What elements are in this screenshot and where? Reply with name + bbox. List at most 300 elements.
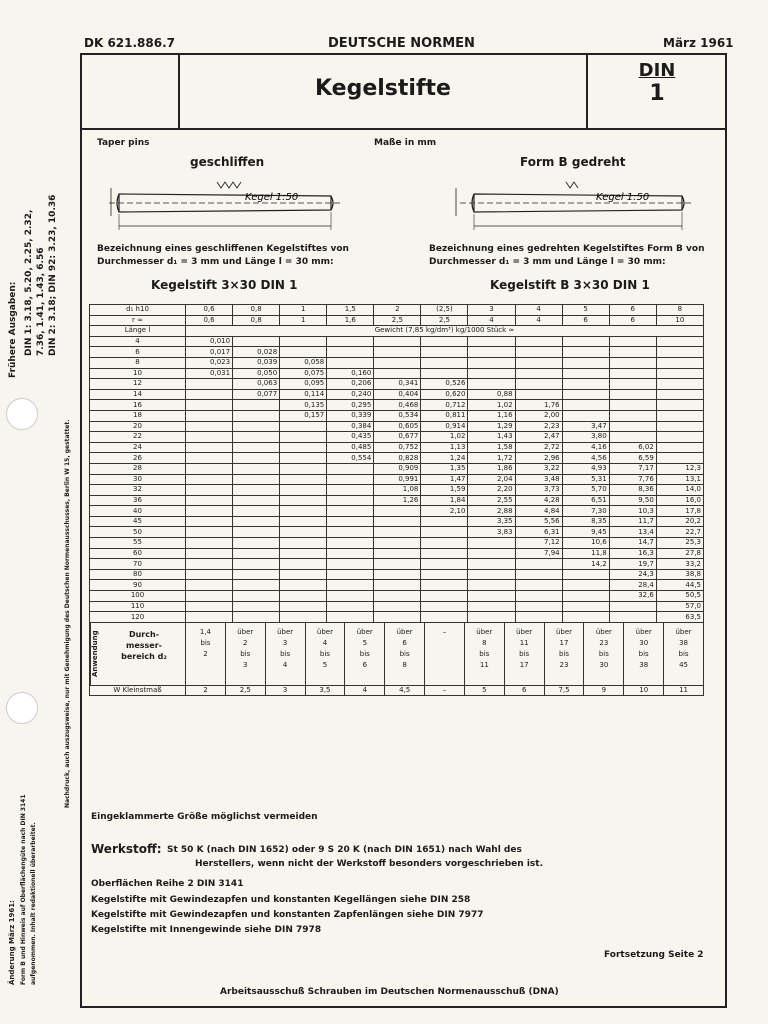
anderung-line2: Form B und Hinweis auf Oberflächengüte nach DIN 3141 [20, 794, 27, 985]
weight-cell: 32,6 [609, 591, 656, 602]
weight-cell [515, 336, 562, 347]
table-row [90, 410, 704, 421]
weight-cell: 16,3 [609, 548, 656, 559]
w-value: 11 [663, 686, 703, 695]
length-cell: 22 [90, 432, 186, 443]
weight-cell: 0,485 [327, 442, 374, 453]
table-row [90, 612, 704, 623]
weight-cell [233, 421, 280, 432]
weight-cell [374, 601, 421, 612]
weight-cell [421, 601, 468, 612]
weight-cell [186, 495, 233, 506]
weight-cell [186, 548, 233, 559]
weight-cell [656, 442, 703, 453]
table-row [90, 453, 704, 464]
weight-cell [327, 548, 374, 559]
weight-cell: 0,240 [327, 389, 374, 400]
length-cell: 16 [90, 400, 186, 411]
weight-cell [280, 495, 327, 506]
weight-cell [186, 538, 233, 549]
dk-number: DK 621.886.7 [84, 36, 176, 50]
weight-cell [280, 527, 327, 538]
form-b-heading: Form B gedreht [520, 155, 626, 169]
weight-cell: 63,5 [656, 612, 703, 623]
weight-cell [468, 601, 515, 612]
table-row [90, 591, 704, 602]
length-cell: 18 [90, 410, 186, 421]
weight-cell [186, 569, 233, 580]
durch-value: über 38 bis 45 [663, 623, 703, 685]
weight-cell: 0,135 [280, 400, 327, 411]
weight-cell: 2,00 [515, 410, 562, 421]
table-row [90, 442, 704, 453]
weight-cell: 8,35 [562, 516, 609, 527]
w-value: 4 [344, 686, 384, 695]
form-a-desc2: Durchmesser d₁ = 3 mm und Länge l = 30 mm: [97, 257, 334, 267]
kegel-label-b: Kegel 1:50 [596, 192, 650, 203]
weight-cell: 0,039 [233, 357, 280, 368]
durch-value: 1,4 bis 2 [199, 627, 211, 658]
d1-value: 5 [562, 305, 609, 316]
weight-cell [186, 453, 233, 464]
weight-cell [515, 357, 562, 368]
weight-cell: 7,94 [515, 548, 562, 559]
weight-cell [609, 601, 656, 612]
werkstoff-line1: St 50 K (nach DIN 1652) oder 9 S 20 K (nach DIN 1651) nach Wahl des [167, 845, 522, 855]
weight-cell [233, 495, 280, 506]
weight-cell: 0,157 [280, 410, 327, 421]
form-b-example: Kegelstift B 3×30 DIN 1 [490, 278, 650, 292]
w-value: 7,5 [544, 686, 584, 695]
weight-cell: 9,50 [609, 495, 656, 506]
weight-cell: 1,26 [374, 495, 421, 506]
table-row-header [90, 326, 704, 337]
pin-drawing-ground [95, 176, 355, 238]
weight-cell: 10,6 [562, 538, 609, 549]
fruhere-line3: DIN 2: 3.18; DIN 92: 3.23, 10.36 [48, 194, 58, 356]
weight-cell: 0,075 [280, 368, 327, 379]
weight-cell [421, 559, 468, 570]
table-row [90, 559, 704, 570]
weight-cell: 1,16 [468, 410, 515, 421]
length-cell: 40 [90, 506, 186, 517]
length-cell: 14 [90, 389, 186, 400]
weight-cell [468, 379, 515, 390]
weight-cell: 0,828 [374, 453, 421, 464]
weight-cell [186, 421, 233, 432]
weight-cell: 13,4 [609, 527, 656, 538]
durch-values-cell [186, 622, 704, 685]
w-value: 2 [203, 686, 208, 695]
weight-cell: 0,341 [374, 379, 421, 390]
weight-cell [280, 569, 327, 580]
weight-cell: 3,22 [515, 463, 562, 474]
weight-cell [280, 421, 327, 432]
weight-cell: 4,84 [515, 506, 562, 517]
weight-cell [280, 612, 327, 623]
weight-cell [233, 410, 280, 421]
weight-cell: 2,55 [468, 495, 515, 506]
ref-din258: Kegelstifte mit Gewindezapfen und konstanten Kegellängen siehe DIN 258 [91, 895, 471, 905]
weight-cell: 2,23 [515, 421, 562, 432]
weight-cell: 4,28 [515, 495, 562, 506]
weight-cell [186, 474, 233, 485]
table-row [90, 601, 704, 612]
durch-value: über 17 bis 23 [544, 623, 584, 685]
weight-cell: 1,76 [515, 400, 562, 411]
weight-cell [327, 485, 374, 496]
table-row [90, 569, 704, 580]
length-cell: 20 [90, 421, 186, 432]
weight-cell [515, 601, 562, 612]
r-value: 4 [468, 315, 515, 326]
weight-cell: 3,83 [468, 527, 515, 538]
weight-cell: 4,93 [562, 463, 609, 474]
weight-cell [280, 548, 327, 559]
weight-cell [468, 538, 515, 549]
weight-cell [421, 336, 468, 347]
weight-cell: 38,8 [656, 569, 703, 580]
weight-cell: 6,51 [562, 495, 609, 506]
weight-cell [421, 357, 468, 368]
length-cell: 8 [90, 357, 186, 368]
weight-cell [374, 612, 421, 623]
weight-cell [280, 336, 327, 347]
kegel-label-a: Kegel 1:50 [245, 192, 299, 203]
weight-cell [374, 580, 421, 591]
weight-cell [421, 612, 468, 623]
length-cell: 50 [90, 527, 186, 538]
weight-cell [233, 580, 280, 591]
weight-cell: 16,0 [656, 495, 703, 506]
din-label: DIN [638, 60, 676, 81]
weight-cell [562, 410, 609, 421]
durch-value: über 8 bis 11 [464, 623, 504, 685]
weight-cell [186, 432, 233, 443]
weight-cell: 1,02 [468, 400, 515, 411]
d1-value: 6 [609, 305, 656, 316]
weight-cell [374, 506, 421, 517]
length-cell: 100 [90, 591, 186, 602]
issue-date: März 1961 [663, 36, 734, 50]
weight-cell [280, 506, 327, 517]
weight-cell [421, 548, 468, 559]
durch-value: über 23 bis 30 [583, 623, 623, 685]
weight-cell [327, 591, 374, 602]
weight-cell [186, 591, 233, 602]
weight-cell [280, 559, 327, 570]
weight-cell: 0,295 [327, 400, 374, 411]
masse-label: Maße in mm [374, 138, 437, 148]
weight-cell [374, 336, 421, 347]
weight-cell: 1,59 [421, 485, 468, 496]
weight-cell [280, 601, 327, 612]
weight-cell [280, 453, 327, 464]
weight-cell [233, 548, 280, 559]
table-row [90, 474, 704, 485]
weight-cell [186, 527, 233, 538]
anderung-title: Änderung März 1961: [8, 900, 16, 985]
weight-cell: 1,72 [468, 453, 515, 464]
d1-value: 4 [515, 305, 562, 316]
weight-cell: 24,3 [609, 569, 656, 580]
weight-cell [186, 506, 233, 517]
table-row [90, 463, 704, 474]
weight-cell [656, 421, 703, 432]
weight-cell: 1,02 [421, 432, 468, 443]
weight-cell: 4,16 [562, 442, 609, 453]
weight-cell [515, 347, 562, 358]
weight-cell: 0,058 [280, 357, 327, 368]
weight-cell: 0,017 [186, 347, 233, 358]
weight-cell: 4,56 [562, 453, 609, 464]
weight-table [89, 304, 704, 696]
weight-cell [327, 463, 374, 474]
durch-value: – [424, 623, 464, 685]
weight-cell: 0,752 [374, 442, 421, 453]
r-value: 2,5 [421, 315, 468, 326]
weight-cell [233, 485, 280, 496]
weight-cell [186, 612, 233, 623]
weight-cell [280, 516, 327, 527]
w-value: 2,5 [225, 686, 265, 695]
weight-cell: 1,24 [421, 453, 468, 464]
weight-cell [327, 527, 374, 538]
weight-cell: 6,59 [609, 453, 656, 464]
r-label: r ≈ [90, 315, 186, 326]
weight-cell: 0,712 [421, 400, 468, 411]
table-row [90, 368, 704, 379]
r-value: 2,5 [374, 315, 421, 326]
form-a-desc1: Bezeichnung eines geschliffenen Kegelstiftes von [97, 244, 349, 254]
weight-cell [562, 368, 609, 379]
length-cell: 26 [90, 453, 186, 464]
table-row-d1 [90, 305, 704, 316]
d1-value: 8 [656, 305, 703, 316]
weight-cell: 0,534 [374, 410, 421, 421]
weight-cell [609, 400, 656, 411]
weight-cell: 2,47 [515, 432, 562, 443]
weight-cell [515, 389, 562, 400]
weight-cell [327, 569, 374, 580]
weight-cell [468, 559, 515, 570]
table-row [90, 421, 704, 432]
weight-cell [656, 379, 703, 390]
length-cell: 55 [90, 538, 186, 549]
weight-cell [656, 368, 703, 379]
taper-pins-label: Taper pins [97, 138, 150, 148]
durch-value: über 5 bis 6 [344, 623, 384, 685]
weight-cell [280, 474, 327, 485]
weight-cell [562, 389, 609, 400]
length-cell: 45 [90, 516, 186, 527]
table-row-r [90, 315, 704, 326]
length-cell: 6 [90, 347, 186, 358]
weight-cell [374, 559, 421, 570]
weight-cell: 0,160 [327, 368, 374, 379]
weight-cell [515, 379, 562, 390]
weight-cell: 5,70 [562, 485, 609, 496]
weight-cell: 0,677 [374, 432, 421, 443]
weight-cell: 3,80 [562, 432, 609, 443]
weight-cell: 11,8 [562, 548, 609, 559]
length-cell: 12 [90, 379, 186, 390]
weight-cell [656, 389, 703, 400]
weight-cell: 0,909 [374, 463, 421, 474]
weight-cell [609, 357, 656, 368]
fruhere-title: Frühere Ausgaben: [8, 281, 18, 378]
weight-cell [609, 336, 656, 347]
weight-cell [374, 548, 421, 559]
weight-cell [609, 389, 656, 400]
d1-value: 3 [468, 305, 515, 316]
weight-cell [609, 432, 656, 443]
d1-value: 0,8 [233, 305, 280, 316]
durch-value: über 30 bis 38 [623, 623, 663, 685]
gewicht-label: Gewicht (7,85 kg/dm³) kg/1000 Stück ≈ [186, 326, 704, 337]
weight-cell: 11,7 [609, 516, 656, 527]
weight-cell: 0,914 [421, 421, 468, 432]
weight-cell [186, 410, 233, 421]
durch-value: über 3 bis 4 [265, 623, 305, 685]
weight-cell [327, 357, 374, 368]
w-value: 3 [265, 686, 305, 695]
weight-cell [233, 400, 280, 411]
ref-din7978: Kegelstifte mit Innengewinde siehe DIN 7978 [91, 925, 322, 935]
din-number: 1 [649, 81, 665, 106]
weight-cell [656, 347, 703, 358]
weight-cell [327, 336, 374, 347]
table-row [90, 516, 704, 527]
weight-cell [327, 516, 374, 527]
weight-cell: 7,12 [515, 538, 562, 549]
weight-cell [233, 442, 280, 453]
weight-cell: 8,36 [609, 485, 656, 496]
nachdruck-note: Nachdruck, auch auszugsweise, nur mit Genehmigung des Deutschen Normenausschusses, Berlin W 15, gestattet. [64, 419, 71, 808]
weight-cell [421, 538, 468, 549]
weight-cell [186, 442, 233, 453]
weight-cell [280, 442, 327, 453]
table-row [90, 548, 704, 559]
weight-cell [374, 569, 421, 580]
durch-value: über 11 bis 17 [504, 623, 544, 685]
weight-cell [233, 559, 280, 570]
weight-cell: 7,30 [562, 506, 609, 517]
w-value: – [424, 686, 464, 695]
table-row [90, 432, 704, 443]
weight-cell [656, 432, 703, 443]
weight-cell [233, 474, 280, 485]
weight-cell [515, 612, 562, 623]
weight-cell [515, 559, 562, 570]
weight-cell [327, 580, 374, 591]
w-label: W Kleinstmaß [90, 685, 186, 696]
weight-cell [562, 591, 609, 602]
weight-cell: 44,5 [656, 580, 703, 591]
weight-cell [233, 569, 280, 580]
weight-cell: 57,0 [656, 601, 703, 612]
deutsche-normen: DEUTSCHE NORMEN [328, 36, 475, 51]
werkstoff-label: Werkstoff: [91, 842, 162, 856]
weight-cell [562, 347, 609, 358]
weight-cell: 27,8 [656, 548, 703, 559]
weight-cell: 20,2 [656, 516, 703, 527]
weight-cell: 2,10 [421, 506, 468, 517]
weight-cell [374, 347, 421, 358]
weight-cell: 28,4 [609, 580, 656, 591]
weight-cell: 0,620 [421, 389, 468, 400]
length-cell: 28 [90, 463, 186, 474]
weight-cell [233, 612, 280, 623]
weight-cell [562, 580, 609, 591]
weight-cell [280, 538, 327, 549]
weight-cell [327, 559, 374, 570]
weight-cell: 1,47 [421, 474, 468, 485]
length-cell: 110 [90, 601, 186, 612]
weight-cell [233, 538, 280, 549]
weight-cell [562, 336, 609, 347]
weight-cell: 2,96 [515, 453, 562, 464]
weight-cell: 1,08 [374, 485, 421, 496]
table-row [90, 527, 704, 538]
table-row [90, 400, 704, 411]
din-badge [588, 60, 726, 106]
weight-cell [327, 495, 374, 506]
weight-cell [609, 410, 656, 421]
weight-cell: 0,031 [186, 368, 233, 379]
weight-cell [327, 347, 374, 358]
weight-cell: 5,31 [562, 474, 609, 485]
weight-cell [468, 612, 515, 623]
weight-cell: 0,554 [327, 453, 374, 464]
weight-cell [562, 601, 609, 612]
page-title: Kegelstifte [315, 76, 451, 101]
length-cell: 24 [90, 442, 186, 453]
weight-cell [468, 347, 515, 358]
r-value: 1 [280, 315, 327, 326]
table-row [90, 389, 704, 400]
pin-drawing-turned [446, 176, 706, 238]
weight-cell [280, 485, 327, 496]
weight-cell [421, 591, 468, 602]
length-cell: 80 [90, 569, 186, 580]
w-value: 6 [504, 686, 544, 695]
weight-cell: 0,010 [186, 336, 233, 347]
weight-cell [421, 516, 468, 527]
weight-cell [186, 463, 233, 474]
weight-cell [515, 580, 562, 591]
d1-value: 1,5 [327, 305, 374, 316]
table-row [90, 357, 704, 368]
anwendung-label: Anwendung [90, 623, 103, 685]
r-value: 1,6 [327, 315, 374, 326]
weight-cell: 0,339 [327, 410, 374, 421]
length-cell: 30 [90, 474, 186, 485]
weight-cell [327, 506, 374, 517]
weight-cell [468, 569, 515, 580]
table-row [90, 506, 704, 517]
fruhere-line1: DIN 1: 3.18, 5.20, 2.25, 2.32, [24, 209, 34, 356]
weight-cell [327, 601, 374, 612]
weight-cell: 0,811 [421, 410, 468, 421]
weight-cell [327, 612, 374, 623]
w-value: 5 [464, 686, 504, 695]
weight-cell [562, 400, 609, 411]
weight-cell: 1,29 [468, 421, 515, 432]
weight-cell [233, 527, 280, 538]
form-a-heading: geschliffen [190, 155, 265, 169]
weight-cell [656, 336, 703, 347]
